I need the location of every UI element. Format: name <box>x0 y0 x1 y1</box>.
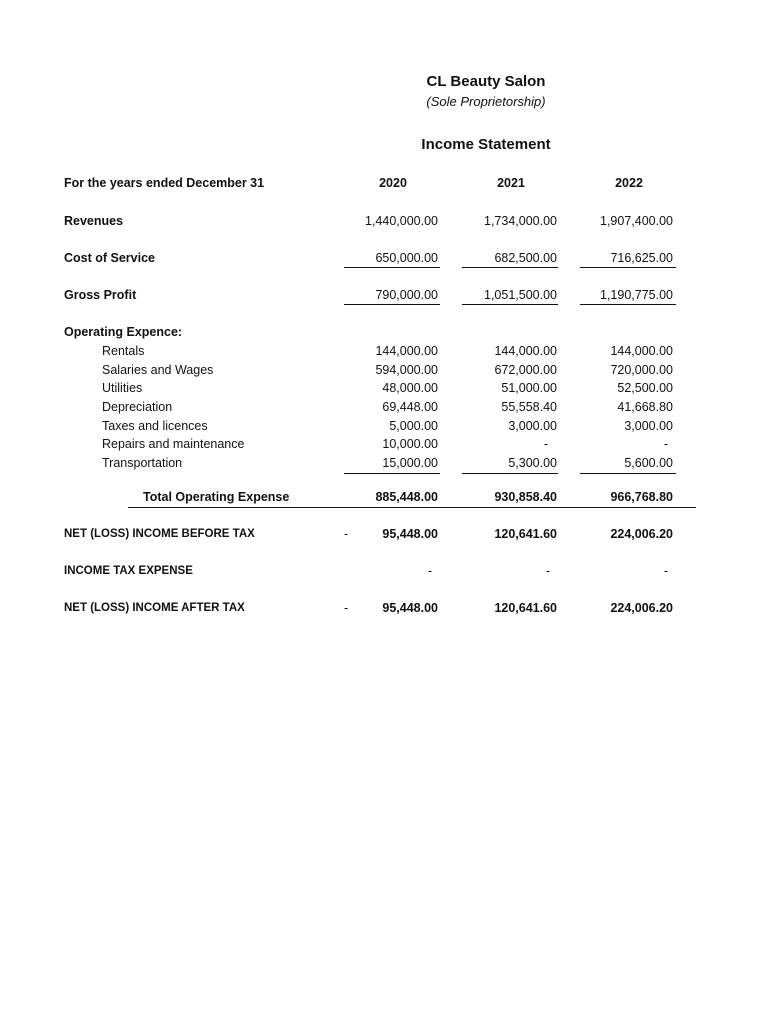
net-before-tax-2020: 95,448.00 <box>382 527 438 541</box>
opex-item-2020: 15,000.00 <box>382 456 438 470</box>
opex-item-2020: 10,000.00 <box>382 437 438 451</box>
revenues-label: Revenues <box>64 214 124 228</box>
income-tax-2021: - <box>545 564 550 578</box>
statement-title: Income Statement <box>421 136 551 153</box>
period-label: For the years ended December 31 <box>64 176 265 190</box>
underline-opex-2022 <box>580 473 676 474</box>
opex-item-label: Utilities <box>102 381 143 395</box>
opex-item-label: Depreciation <box>102 400 173 414</box>
underline-cos-2022 <box>580 267 676 268</box>
underline-gp-2020 <box>344 304 440 305</box>
income-tax-label: INCOME TAX EXPENSE <box>64 565 193 577</box>
total-opex-2020: 885,448.00 <box>375 490 438 504</box>
opex-item-label: Transportation <box>102 456 183 470</box>
total-opex-rule <box>128 507 696 508</box>
total-opex-2021: 930,858.40 <box>494 490 557 504</box>
revenues-2020: 1,440,000.00 <box>365 214 438 228</box>
year-header-2020: 2020 <box>379 176 407 190</box>
income-tax-2020: - <box>427 564 432 578</box>
cost-of-service-2022: 716,625.00 <box>610 251 673 265</box>
net-after-tax-2022: 224,006.20 <box>610 601 673 615</box>
opex-item-2022: 144,000.00 <box>610 344 673 358</box>
total-opex-label: Total Operating Expense <box>143 490 290 504</box>
gross-profit-2020: 790,000.00 <box>375 288 438 302</box>
net-after-tax-2021: 120,641.60 <box>494 601 557 615</box>
opex-item-2021: 3,000.00 <box>508 419 557 433</box>
opex-item-label: Salaries and Wages <box>102 363 214 377</box>
opex-item-2022: 720,000.00 <box>610 363 673 377</box>
underline-opex-2021 <box>462 473 558 474</box>
net-before-tax-2022: 224,006.20 <box>610 527 673 541</box>
cost-of-service-2020: 650,000.00 <box>375 251 438 265</box>
underline-gp-2022 <box>580 304 676 305</box>
net-before-tax-label: NET (LOSS) INCOME BEFORE TAX <box>64 528 255 540</box>
net-before-tax-sign: - <box>344 527 349 541</box>
total-opex-2022: 966,768.80 <box>610 490 673 504</box>
opex-item-label: Taxes and licences <box>102 419 208 433</box>
opex-item-label: Repairs and maintenance <box>102 437 245 451</box>
gross-profit-label: Gross Profit <box>64 288 137 302</box>
cost-of-service-2021: 682,500.00 <box>494 251 557 265</box>
year-header-2021: 2021 <box>497 176 525 190</box>
opex-item-2020: 594,000.00 <box>375 363 438 377</box>
opex-item-2022: 5,600.00 <box>624 456 673 470</box>
income-tax-2022: - <box>663 564 668 578</box>
net-after-tax-label: NET (LOSS) INCOME AFTER TAX <box>64 602 245 614</box>
opex-item-2021: 5,300.00 <box>508 456 557 470</box>
opex-item-label: Rentals <box>102 344 145 358</box>
net-after-tax-2020: 95,448.00 <box>382 601 438 615</box>
opex-item-2022: 41,668.80 <box>617 400 673 414</box>
opex-item-2021: 144,000.00 <box>494 344 557 358</box>
opex-item-2020: 48,000.00 <box>382 381 438 395</box>
opex-item-2021: 55,558.40 <box>501 400 557 414</box>
gross-profit-2021: 1,051,500.00 <box>484 288 557 302</box>
net-before-tax-2021: 120,641.60 <box>494 527 557 541</box>
opex-item-2021: - <box>543 437 548 451</box>
opex-item-2022: 3,000.00 <box>624 419 673 433</box>
revenues-2021: 1,734,000.00 <box>484 214 557 228</box>
opex-item-2020: 5,000.00 <box>389 419 438 433</box>
opex-item-2022: 52,500.00 <box>617 381 673 395</box>
opex-item-2022: - <box>663 437 668 451</box>
entity-type: (Sole Proprietorship) <box>426 94 546 109</box>
net-after-tax-sign: - <box>344 601 349 615</box>
operating-expense-heading: Operating Expence: <box>64 325 183 339</box>
underline-cos-2020 <box>344 267 440 268</box>
company-name: CL Beauty Salon <box>426 73 546 90</box>
gross-profit-2022: 1,190,775.00 <box>600 288 673 302</box>
underline-opex-2020 <box>344 473 440 474</box>
opex-item-2021: 672,000.00 <box>494 363 557 377</box>
underline-cos-2021 <box>462 267 558 268</box>
cost-of-service-label: Cost of Service <box>64 251 156 265</box>
revenues-2022: 1,907,400.00 <box>600 214 673 228</box>
opex-item-2021: 51,000.00 <box>501 381 557 395</box>
year-header-2022: 2022 <box>615 176 643 190</box>
opex-item-2020: 144,000.00 <box>375 344 438 358</box>
opex-item-2020: 69,448.00 <box>382 400 438 414</box>
underline-gp-2021 <box>462 304 558 305</box>
